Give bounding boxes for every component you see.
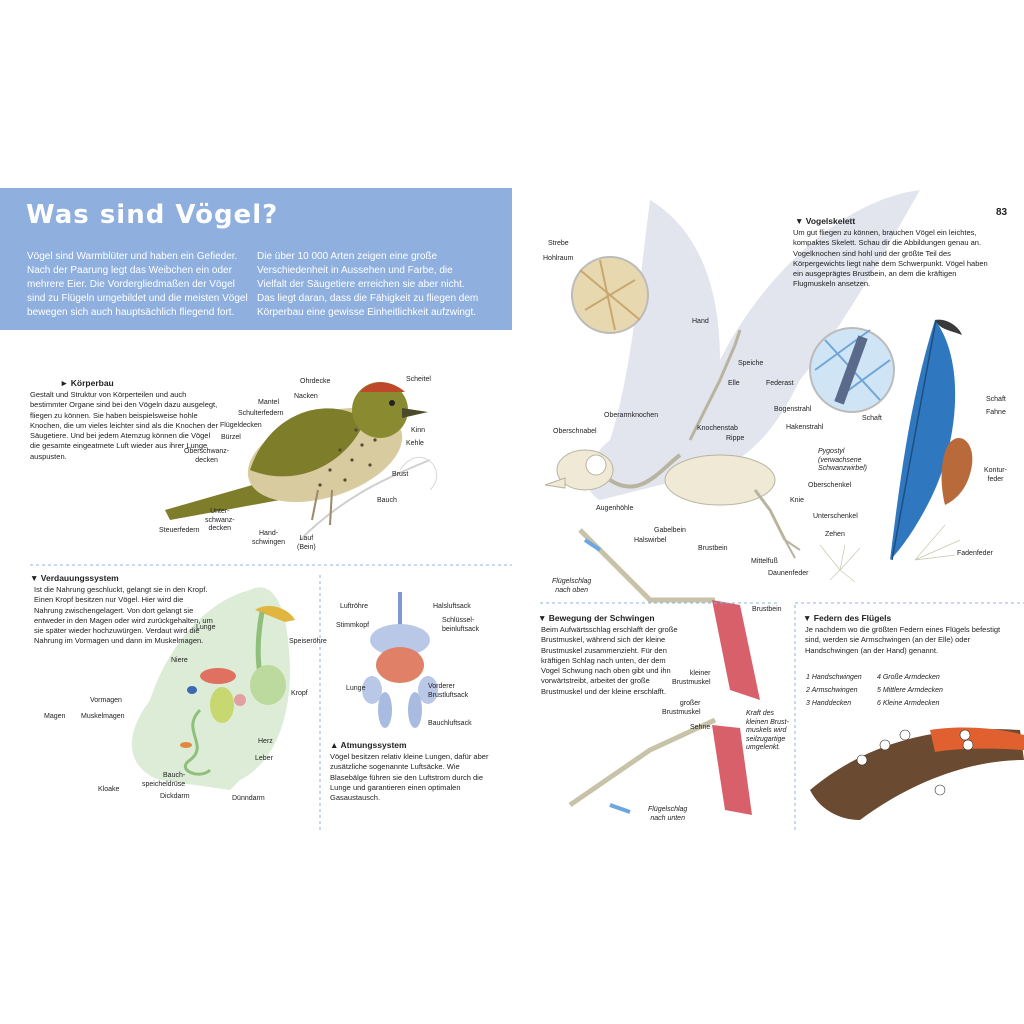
label-steuerfedern: Steuerfedern (159, 527, 200, 534)
label-vordererbrustluftsack: Vorderer Brustluftsack (428, 683, 469, 699)
label-schaft-a: Schaft (862, 415, 882, 422)
legend-5: 5 Mittlere Armdecken (877, 687, 943, 694)
label-scheitel: Scheitel (406, 376, 431, 383)
label-fluegelschlag-oben: Flügelschlag nach oben (552, 578, 592, 594)
label-speiseroehre: Speiseröhre (289, 638, 327, 645)
label-rippe: Rippe (726, 435, 745, 442)
label-handschwingen: Hand- schwingen (252, 530, 286, 546)
label-schaft-b: Schaft (986, 396, 1006, 403)
label-leber: Leber (255, 755, 273, 762)
label-luftroehre: Luftröhre (340, 603, 369, 610)
label-oberschenkel: Oberschenkel (808, 482, 852, 489)
label-muskelmagen: Muskelmagen (81, 713, 125, 720)
label-mittelfuss: Mittelfuß (751, 558, 778, 565)
label-bauchspeicheldruese: Bauch- speicheldrüse (142, 772, 186, 788)
koerperbau-heading: ► Körperbau (60, 378, 114, 388)
koerperbau-text: Gestalt und Struktur von Körperteilen und auch bestimmter Organe sind bei den Vögeln dazu ausgelegt, fliegen zu können. Sie haben beispielsweise hohle Knochen, die um vieles leichter sind als die Knochen der Säugetiere. Und bei jedem Atemzug können die Vögel die gesamte eingeatmete Luft wieder aus ihrer Lunge auspusten. (30, 390, 219, 461)
label-kinn: Kinn (411, 427, 426, 434)
label-strebe: Strebe (548, 240, 569, 247)
label-brust: Brust (392, 471, 409, 478)
label-oberschwanzdecken: Oberschwanz- decken (184, 448, 230, 464)
label-sehne: Sehne (690, 724, 711, 731)
label-gabelbein: Gabelbein (654, 527, 686, 534)
atmung-heading: ▲ Atmungssystem (330, 740, 407, 750)
label-fadenfeder: Fadenfeder (957, 550, 993, 557)
feather-structure-magnifier (810, 328, 894, 412)
label-lauf: Lauf (Bein) (297, 535, 316, 551)
respiratory-illustration (362, 592, 438, 728)
label-brustbein: Brustbein (698, 545, 728, 552)
schwingen-heading: ▼ Bewegung der Schwingen (538, 613, 655, 623)
label-schluesselbeinluftsack: Schlüssel- beinluftsack (442, 617, 479, 633)
page-title: Was sind Vögel? (26, 200, 279, 230)
label-kleiner-brustmuskel: kleiner Brustmuskel (672, 670, 711, 686)
muscle-upper (712, 600, 760, 700)
label-grosser-brustmuskel: großer Brustmuskel (662, 700, 701, 716)
label-zehen: Zehen (825, 531, 845, 538)
label-unterschwanzdecken: Unter- schwanz- decken (205, 508, 235, 532)
federn-heading: ▼ Federn des Flügels (803, 613, 892, 623)
label-halswirbel: Halswirbel (634, 537, 667, 544)
label-nacken: Nacken (294, 393, 318, 400)
wing-downstroke (570, 720, 715, 805)
label-buerzel: Bürzel (221, 434, 241, 441)
label-niere: Niere (171, 657, 188, 664)
legend-3: 3 Handdecken (806, 700, 852, 707)
label-kraft: Kraft des kleinen Brust- muskels wird seilzugartige umgelenkt. (746, 710, 789, 751)
label-hohlraum: Hohlraum (543, 255, 574, 262)
label-unterschenkel: Unterschenkel (813, 513, 858, 520)
label-fluegeldecken: Flügeldecken (220, 422, 262, 429)
label-bauchluftsack: Bauchluftsack (428, 720, 472, 727)
label-augenhoehle: Augenhöhle (596, 505, 634, 512)
label-hand: Hand (692, 318, 709, 325)
label-dickdarm: Dickdarm (160, 793, 190, 800)
label-knochenstab: Knochenstab (697, 425, 738, 432)
label-kehle: Kehle (406, 440, 424, 447)
skelett-heading: ▼ Vogelskelett (795, 216, 856, 226)
intro-text-right: Die über 10 000 Arten zeigen eine große Verschiedenheit in Aussehen und Farbe, die Vielfalt der Säugetiere erreichen sie aber nicht. Das liegt daran, dass die Fähigkeit zu fliegen dem Körperbau eine gewisse Einheitlichkeit aufzwingt. (257, 251, 479, 318)
label-duenndarm: Dünndarm (232, 795, 265, 802)
label-vormagen: Vormagen (90, 697, 122, 704)
label-pygostyl: Pygostyl (verwachsene Schwanzwirbel) (818, 448, 868, 472)
label-speiche: Speiche (738, 360, 764, 367)
label-daunenfeder: Daunenfeder (768, 570, 809, 577)
label-brustbein-s: Brustbein (752, 606, 782, 613)
label-oberschnabel: Oberschnabel (553, 428, 597, 435)
legend-2: 2 Armschwingen (806, 687, 858, 694)
label-kloake: Kloake (98, 786, 120, 793)
skelett-text: Um gut fliegen zu können, brauchen Vögel ein leichtes, kompaktes Skelett. Schau dir die Abbildungen genau an. Vogelknochen sind hohl und der größte Teil des Körpergewichts liegt nahe dem Schwerpunkt. Vögel haben ein ausgeprägtes Brustbein, an dem die kräftigen Flugmuskeln ansetzen. (793, 228, 988, 289)
label-magen: Magen (44, 713, 66, 720)
legend-6: 6 Kleine Armdecken (877, 700, 940, 707)
atmung-text: Vögel besitzen relativ kleine Lungen, dafür aber zusätzliche sogenannte Luftsäcke. Wie Blasebälge führen sie den Luftstrom durch die Lunge und garantieren einen optimalen Gasaustausch. (330, 752, 489, 803)
label-lunge-v: Lunge (196, 624, 216, 631)
label-ohrdecke: Ohrdecke (300, 378, 331, 385)
label-herz: Herz (258, 738, 273, 745)
legend-1: 1 Handschwingen (806, 674, 862, 681)
label-kropf: Kropf (291, 690, 308, 697)
contour-feather (890, 320, 972, 560)
label-mantel: Mantel (258, 399, 280, 406)
bone-structure-magnifier (572, 257, 648, 333)
federn-text: Je nachdem wo die größten Federn eines Flügels befestigt sind, werden sie Armschwingen (an der Elle) oder Handschwingen (an der Hand) genannt. (805, 625, 1001, 655)
label-knie: Knie (790, 497, 805, 504)
label-hakenstrahl: Hakenstrahl (786, 424, 824, 431)
label-bauch: Bauch (377, 497, 397, 504)
label-konturfeder: Kontur- feder (984, 467, 1007, 483)
schwingen-text: Beim Aufwärtsschlag erschlafft der große Brustmuskel, während sich der kleine Brustmuskel zusammenzieht. Für den kräftigen Schlag nach unten, der dem Vogel Schwung nach oben gibt und ihn vorwärtstreibt, arbeitet der große Brustmuskel und der kleine erschlafft. (541, 625, 678, 696)
label-oberarmknochen: Oberarmknochen (604, 412, 659, 419)
label-stimmkopf: Stimmkopf (336, 622, 370, 629)
legend-4: 4 Große Armdecken (877, 674, 940, 681)
label-bogenstrahl: Bogenstrahl (774, 406, 812, 413)
label-lunge-a: Lunge (346, 685, 366, 692)
wing-feathers-illustration (810, 728, 1024, 820)
label-fluegelschlag-unten: Flügelschlag nach unten (648, 806, 688, 822)
label-fahne: Fahne (986, 409, 1006, 416)
verdauung-heading: ▼ Verdauungssystem (30, 573, 119, 583)
label-halsluftsack: Halsluftsack (433, 603, 471, 610)
verdauung-text: Ist die Nahrung geschluckt, gelangt sie in den Kropf. Einen Kropf besitzen nur Vögel. Hier wird die Nahrung zwischengelagert. Von dort gelangt sie entweder in den Magen oder wird zurückgehalten, um sie später wieder hochzuwürgen. Verdaut wird die Nahrung im Vormagen und dann im Muskelmagen. (34, 585, 213, 646)
intro-text-left: Vögel sind Warmblüter und haben ein Gefieder. Nach der Paarung legt das Weibchen ein oder mehrere Eier. Die Vordergliedmaßen der Vögel sind zu Flügeln umgebildet und die meisten Vögel bewegen sich auch hauptsächlich fliegend fort. (27, 251, 248, 318)
label-schulterfedern: Schulterfedern (238, 410, 284, 417)
label-federast: Federast (766, 380, 794, 387)
page-number: 83 (996, 207, 1008, 218)
label-elle: Elle (728, 380, 740, 387)
